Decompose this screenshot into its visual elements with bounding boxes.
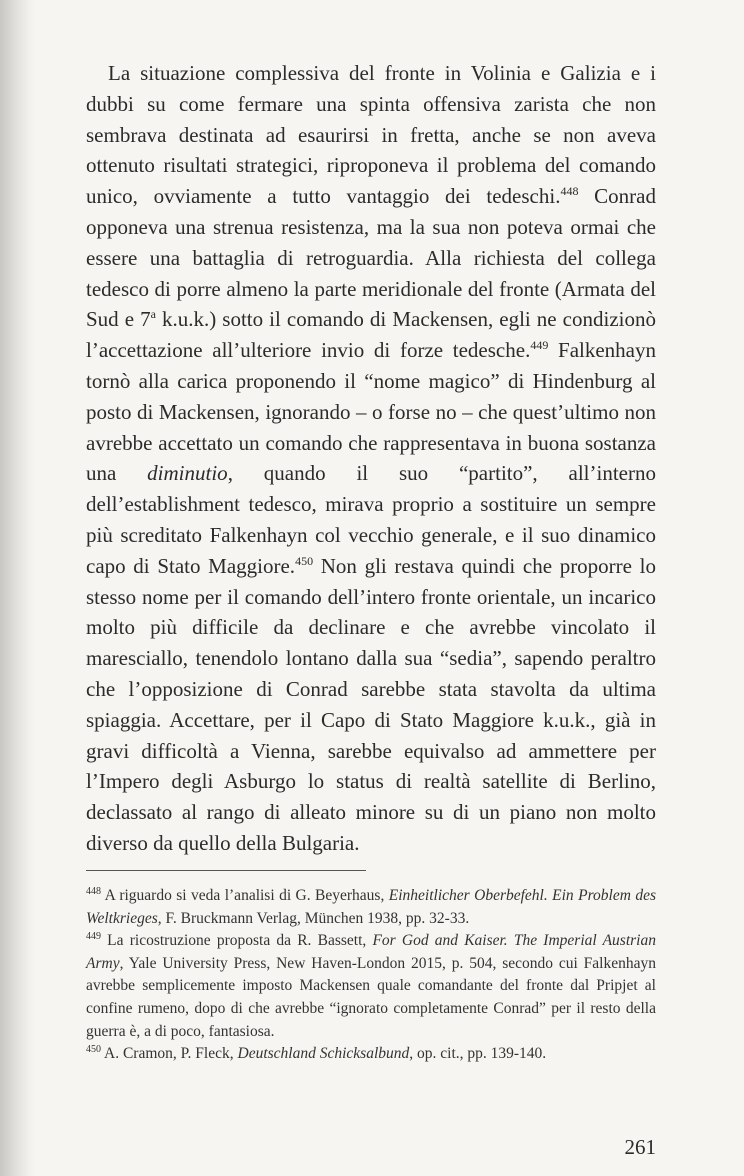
footnote-number: 448 — [86, 885, 101, 897]
footnote-title: For God and Kaiser. The Imperial Austrian Army — [86, 932, 656, 972]
footnote-448 — [86, 885, 656, 930]
footnote-450 — [86, 1043, 656, 1066]
footnotes — [86, 885, 656, 1066]
footnote-text: A riguardo si veda l’analisi di G. Beyerhaus, — [101, 887, 389, 904]
footnote-separator — [86, 870, 366, 871]
footnote-449 — [86, 930, 656, 1043]
italic-term: diminutio — [147, 461, 228, 486]
footnote-text: A. Cramon, P. Fleck, — [101, 1045, 238, 1063]
body-text-2: Conrad opponeva una strenua resistenza, ma la sua non poteva ormai che essere una battaglia di retroguardia. Alla richiesta del collega tedesco di porre almeno la parte meridionale del fronte (Armata del Sud e 7 — [86, 184, 656, 332]
footnote-text: , Yale University Press, New Haven-London 2015, p. 504, secondo cui Falkenhayn avrebbe semplicemente imposto Mackensen quale comandante del fronte dal Pripjet al confine rumeno, dopo di che avrebbe “ignorato completamente Conrad” per il resto della guerra è, a di poco, fantasiosa. — [86, 954, 656, 1040]
footnote-title: Deutschland Schicksalbund — [237, 1045, 410, 1063]
body-text-5: , quando il suo “partito”, all’interno dell’establishment tedesco, mirava proprio a sostituire un sempre più screditato Falkenhayn col vecchio generale, e il suo dinamico capo di Stato Maggiore. — [86, 461, 656, 578]
footnote-text: La ricostruzione proposta da R. Bassett, — [101, 932, 373, 950]
body-text-4: Falkenhayn tornò alla carica proponendo il “nome magico” di Hindenburg al posto di Mackensen, ignorando – o forse no – che quest’ultimo non avrebbe accettato un comando che rappresentava in buona sostanza una — [86, 338, 656, 486]
body-paragraph — [86, 58, 656, 859]
footnote-ref-450[interactable]: 450 — [295, 553, 314, 568]
footnote-number: 450 — [86, 1044, 101, 1055]
footnote-ref-448[interactable]: 448 — [560, 184, 579, 199]
body-text-1: La situazione complessiva del fronte in Volinia e Galizia e i dubbi su come fermare una spinta offensiva zarista che non sembrava destinata ad esaurirsi in fretta, anche se non aveva ottenuto risultati strategici, riproponeva il problema del comando unico, ovviamente a tutto vantaggio dei tedeschi. — [86, 61, 656, 209]
body-text-3: k.u.k.) sotto il comando di Mackensen, egli ne condizionò l’accettazione all’ulteriore invio di forze tedesche. — [86, 307, 656, 363]
footnote-ref-449[interactable]: 449 — [530, 338, 549, 353]
footnote-text: , op. cit., pp. 139-140. — [409, 1045, 547, 1063]
book-gutter-shadow — [0, 0, 36, 1176]
footnote-text: , F. Bruckmann Verlag, München 1938, pp. 32-33. — [157, 909, 470, 927]
footnote-title: Einheitlicher Oberbefehl. Ein Problem des Weltkrieges — [86, 887, 656, 927]
footnote-number: 449 — [86, 931, 101, 943]
page-number: 261 — [624, 1135, 656, 1159]
body-text-6: Non gli restava quindi che proporre lo stesso nome per il comando dell’intero fronte orientale, un incarico molto più difficile da declinare e che avrebbe vincolato il maresciallo, tenendolo lontano dalla sua “sedia”, sapendo peraltro che l’opposizione di Conrad sarebbe stata stavolta da ultima spiaggia. Accettare, per il Capo di Stato Maggiore k.u.k., già in gravi difficoltà a Vienna, sarebbe equivalso ad ammettere per l’Impero degli Asburgo lo status di realtà satellite di Berlino, declassato al rango di alleato minore su di un piano non molto diverso da quello della Bulgaria. — [86, 553, 656, 855]
ordinal-superscript: a — [150, 307, 156, 322]
